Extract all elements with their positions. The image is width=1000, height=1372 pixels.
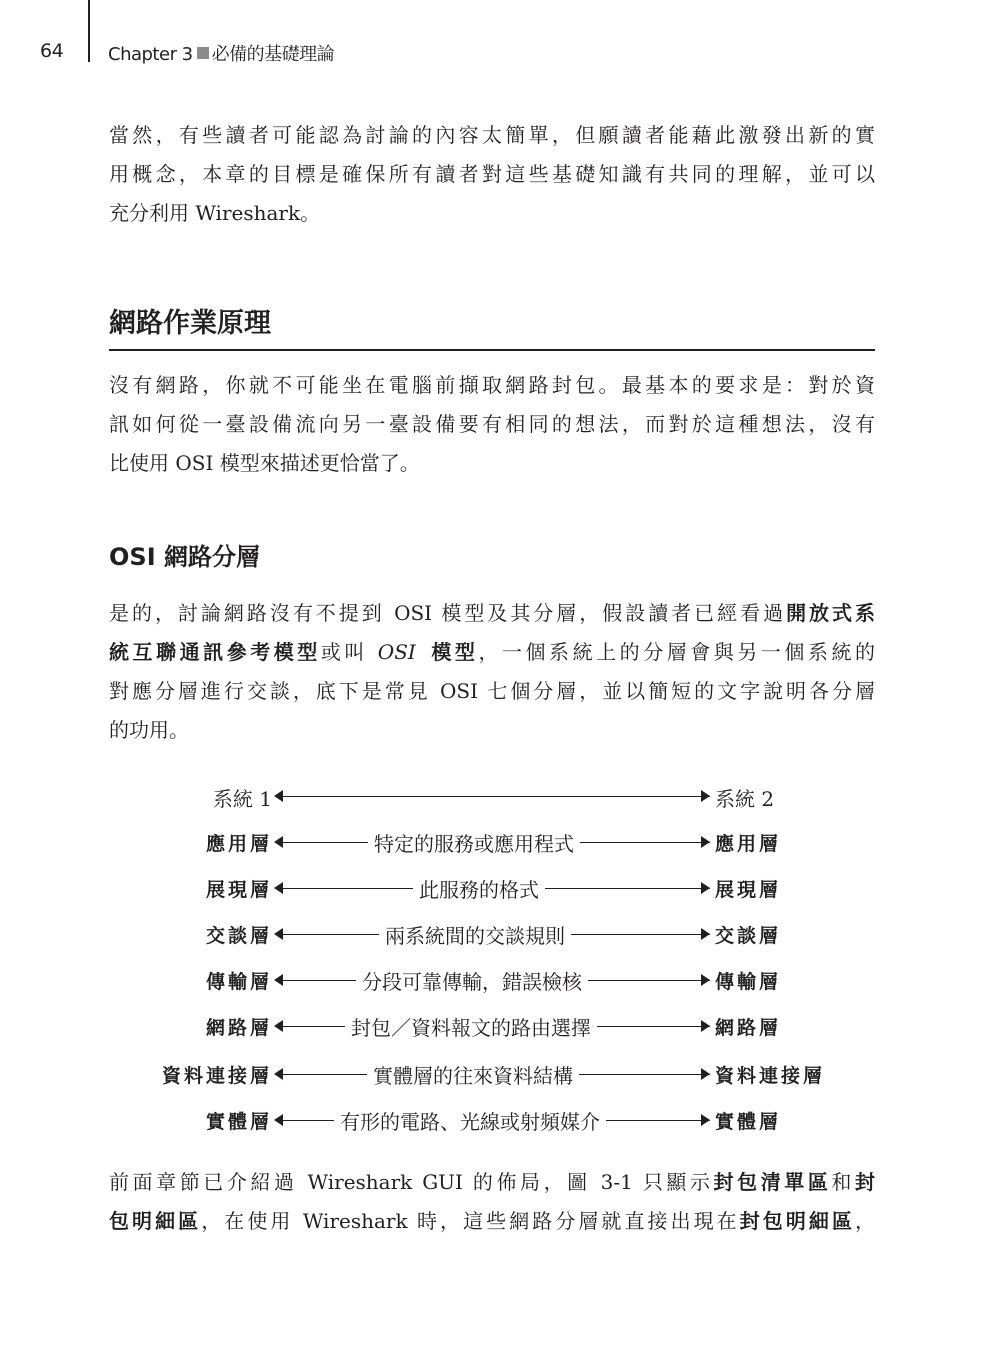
intro-line-3: 充分利用 Wireshark。 [109, 201, 321, 225]
arrow-left-icon [274, 882, 283, 894]
osi-intro-line-1 [109, 594, 875, 633]
term-osi-reference-model: 開放式系 [786, 601, 875, 625]
connector-line [276, 796, 710, 797]
layer-right-label: 交談層 [715, 925, 782, 947]
arrow-right-icon [701, 882, 710, 894]
osi-layer-row [0, 825, 1000, 857]
term-osi-model: 模型 [415, 640, 479, 664]
closing-text: 前面章節已介紹過 Wireshark GUI 的佈局，圖 3-1 只顯示 [109, 1170, 714, 1194]
subsection-heading: OSI 網路分層 [109, 543, 260, 571]
section-line-1: 沒有網路，你就不可能坐在電腦前擷取網路封包。最基本的要求是：對於資 [109, 373, 875, 397]
layer-right-label: 應用層 [715, 833, 782, 855]
layer-left-label: 實體層 [205, 1111, 272, 1133]
osi-layer-row [0, 963, 1000, 995]
arrow-left-icon [274, 1068, 283, 1080]
section-heading: 網路作業原理 [109, 301, 875, 351]
osi-layer-row [0, 1009, 1000, 1041]
layer-description: 特定的服務或應用程式 [368, 828, 580, 857]
arrow-right-icon [701, 974, 710, 986]
layer-left-label: 網路層 [205, 1017, 272, 1039]
term-packet-details-pane: 封 [855, 1170, 875, 1194]
layer-left-label: 應用層 [205, 833, 272, 855]
layer-right-label: 展現層 [715, 879, 782, 901]
section-line-2: 訊如何從一臺設備流向另一臺設備要有相同的想法，而對於這種想法，沒有 [109, 412, 875, 436]
layer-description: 兩系統間的交談規則 [379, 920, 571, 949]
layer-description: 實體層的往來資料結構 [367, 1060, 579, 1089]
arrow-right-icon [701, 790, 710, 802]
term-packet-list-pane: 封包清單區 [713, 1170, 832, 1194]
arrow-left-icon [274, 1114, 283, 1126]
layer-left-label: 交談層 [205, 925, 272, 947]
layer-left-label: 資料連接層 [161, 1065, 272, 1087]
layer-description: 封包／資料報文的路由選擇 [345, 1012, 597, 1041]
square-bullet-icon [197, 47, 209, 59]
intro-paragraph [109, 116, 875, 233]
system-right-label: 系統 2 [715, 787, 775, 811]
osi-intro-text: 或叫 [320, 640, 378, 664]
page-number: 64 [40, 40, 64, 62]
osi-intro-line-2 [109, 633, 875, 672]
layer-right-label: 網路層 [715, 1017, 782, 1039]
layer-description: 此服務的格式 [413, 874, 545, 903]
osi-layer-row [0, 1057, 1000, 1089]
osi-layer-row [0, 871, 1000, 903]
arrow-right-icon [701, 1020, 710, 1032]
arrow-left-icon [274, 928, 283, 940]
closing-text: ，在使用 Wireshark 時，這些網路分層就直接出現在 [201, 1209, 740, 1233]
layer-right-label: 傳輸層 [715, 971, 782, 993]
chapter-title: 必備的基礎理論 [211, 44, 335, 65]
closing-text: 和 [831, 1170, 855, 1194]
arrow-left-icon [274, 974, 283, 986]
term-osi-italic: OSI [377, 640, 416, 664]
section-paragraph [109, 366, 875, 483]
arrow-right-icon [701, 928, 710, 940]
term-osi-reference-model-cont: 統互聯通訊參考模型 [109, 640, 321, 664]
system-left-label: 系統 1 [212, 787, 272, 811]
closing-line-2 [109, 1202, 875, 1241]
osi-layer-diagram [0, 774, 1000, 1144]
layer-right-label: 實體層 [715, 1111, 782, 1133]
arrow-right-icon [701, 836, 710, 848]
osi-system-row [0, 779, 1000, 811]
term-packet-details-pane-cont: 包明細區 [109, 1209, 202, 1233]
osi-layer-row [0, 917, 1000, 949]
layer-left-label: 展現層 [205, 879, 272, 901]
header-rule [88, 0, 90, 62]
arrow-left-icon [274, 1020, 283, 1032]
osi-intro-text: ，一個系統上的分層會與另一個系統的 [478, 640, 876, 664]
closing-paragraph [109, 1163, 875, 1241]
osi-layer-row [0, 1103, 1000, 1135]
closing-text: ， [855, 1209, 876, 1233]
layer-description: 有形的電路、光線或射頻媒介 [334, 1106, 606, 1135]
intro-line-1: 當然，有些讀者可能認為討論的內容太簡單，但願讀者能藉此激發出新的實 [109, 123, 875, 147]
osi-intro-line-4: 的功用。 [109, 718, 189, 742]
arrow-right-icon [701, 1114, 710, 1126]
running-head [108, 40, 334, 66]
closing-line-1 [109, 1163, 875, 1202]
term-packet-details-pane: 封包明細區 [739, 1209, 856, 1233]
intro-line-2: 用概念，本章的目標是確保所有讀者對這些基礎知識有共同的理解，並可以 [109, 162, 875, 186]
arrow-left-icon [274, 836, 283, 848]
osi-intro-text: 是的，討論網路沒有不提到 OSI 模型及其分層，假設讀者已經看過 [109, 601, 787, 625]
layer-left-label: 傳輸層 [205, 971, 272, 993]
osi-intro-paragraph [109, 594, 875, 750]
arrow-right-icon [701, 1068, 710, 1080]
section-line-3: 比使用 OSI 模型來描述更恰當了。 [109, 451, 420, 475]
arrow-left-icon [274, 790, 283, 802]
layer-right-label: 資料連接層 [715, 1065, 826, 1087]
osi-intro-line-3: 對應分層進行交談，底下是常見 OSI 七個分層，並以簡短的文字說明各分層 [109, 679, 875, 703]
layer-description: 分段可靠傳輸，錯誤檢核 [356, 966, 588, 995]
chapter-label: Chapter 3 [108, 44, 193, 65]
